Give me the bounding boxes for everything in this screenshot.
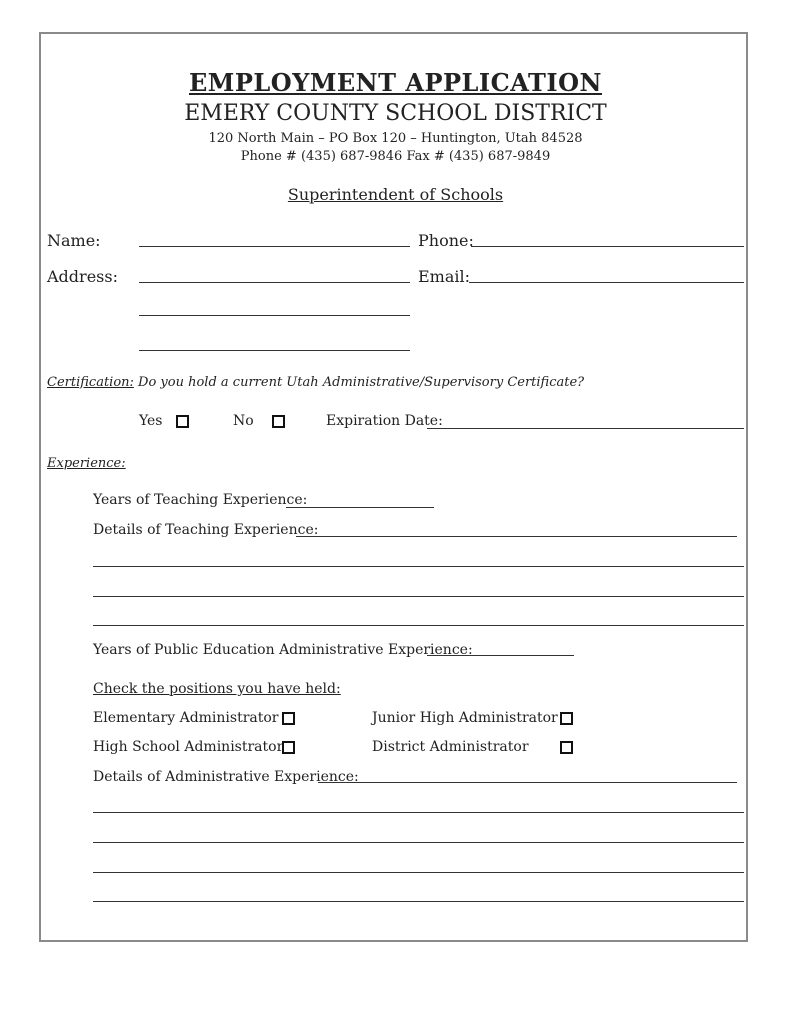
- yes-checkbox[interactable]: [176, 415, 189, 428]
- yes-label: Yes: [139, 413, 163, 429]
- no-checkbox[interactable]: [272, 415, 285, 428]
- expiration-label: Expiration Date:: [326, 413, 443, 429]
- address-label: Address:: [47, 267, 118, 286]
- years-teaching-label: Years of Teaching Experience:: [93, 492, 308, 508]
- page-border: [39, 32, 748, 942]
- position-label-district: District Administrator: [372, 739, 529, 755]
- phone-field[interactable]: [471, 246, 744, 247]
- form-title: EMPLOYMENT APPLICATION: [189, 68, 602, 97]
- details-admin-line-2[interactable]: [93, 812, 744, 813]
- details-admin-line-4[interactable]: [93, 872, 744, 873]
- details-teaching-line-2[interactable]: [93, 566, 744, 567]
- years-teaching-field[interactable]: [286, 507, 434, 508]
- address-field-line-1[interactable]: [139, 282, 410, 283]
- district-admin-checkbox[interactable]: [560, 741, 573, 754]
- district-address: 120 North Main – PO Box 120 – Huntington, Utah 84528: [208, 131, 583, 146]
- address-field-line-3[interactable]: [139, 350, 410, 351]
- details-admin-line-1[interactable]: [318, 782, 737, 783]
- expiration-date-field[interactable]: [427, 428, 744, 429]
- high-school-admin-checkbox[interactable]: [282, 741, 295, 754]
- no-label: No: [233, 413, 254, 429]
- position-label-high-school: High School Administrator: [93, 739, 284, 755]
- elementary-admin-checkbox[interactable]: [282, 712, 295, 725]
- position-title: Superintendent of Schools: [287, 185, 504, 204]
- district-phones: Phone # (435) 687-9846 Fax # (435) 687-9849: [240, 149, 551, 164]
- details-teaching-line-4[interactable]: [93, 625, 744, 626]
- phone-label: Phone:: [418, 231, 474, 250]
- name-field[interactable]: [139, 246, 410, 247]
- experience-heading: Experience:: [47, 456, 126, 471]
- certification-heading: Certification:: [47, 375, 134, 390]
- email-label: Email:: [418, 267, 471, 286]
- details-admin-line-5[interactable]: [93, 901, 744, 902]
- details-teaching-line-3[interactable]: [93, 596, 744, 597]
- certification-question: Do you hold a current Utah Administrative/Supervisory Certificate?: [138, 375, 585, 390]
- position-label-junior-high: Junior High Administrator: [372, 710, 558, 726]
- years-admin-field[interactable]: [427, 655, 574, 656]
- positions-heading: Check the positions you have held:: [93, 681, 341, 697]
- details-teaching-line-1[interactable]: [296, 536, 737, 537]
- name-label: Name:: [47, 231, 101, 250]
- address-field-line-2[interactable]: [139, 315, 410, 316]
- details-admin-line-3[interactable]: [93, 842, 744, 843]
- position-label-elementary: Elementary Administrator: [93, 710, 279, 726]
- years-admin-label: Years of Public Education Administrative Experience:: [93, 642, 473, 658]
- email-field[interactable]: [469, 282, 744, 283]
- details-admin-label: Details of Administrative Experience:: [93, 769, 359, 785]
- details-teaching-label: Details of Teaching Experience:: [93, 522, 319, 538]
- district-name: EMERY COUNTY SCHOOL DISTRICT: [184, 101, 607, 126]
- junior-high-admin-checkbox[interactable]: [560, 712, 573, 725]
